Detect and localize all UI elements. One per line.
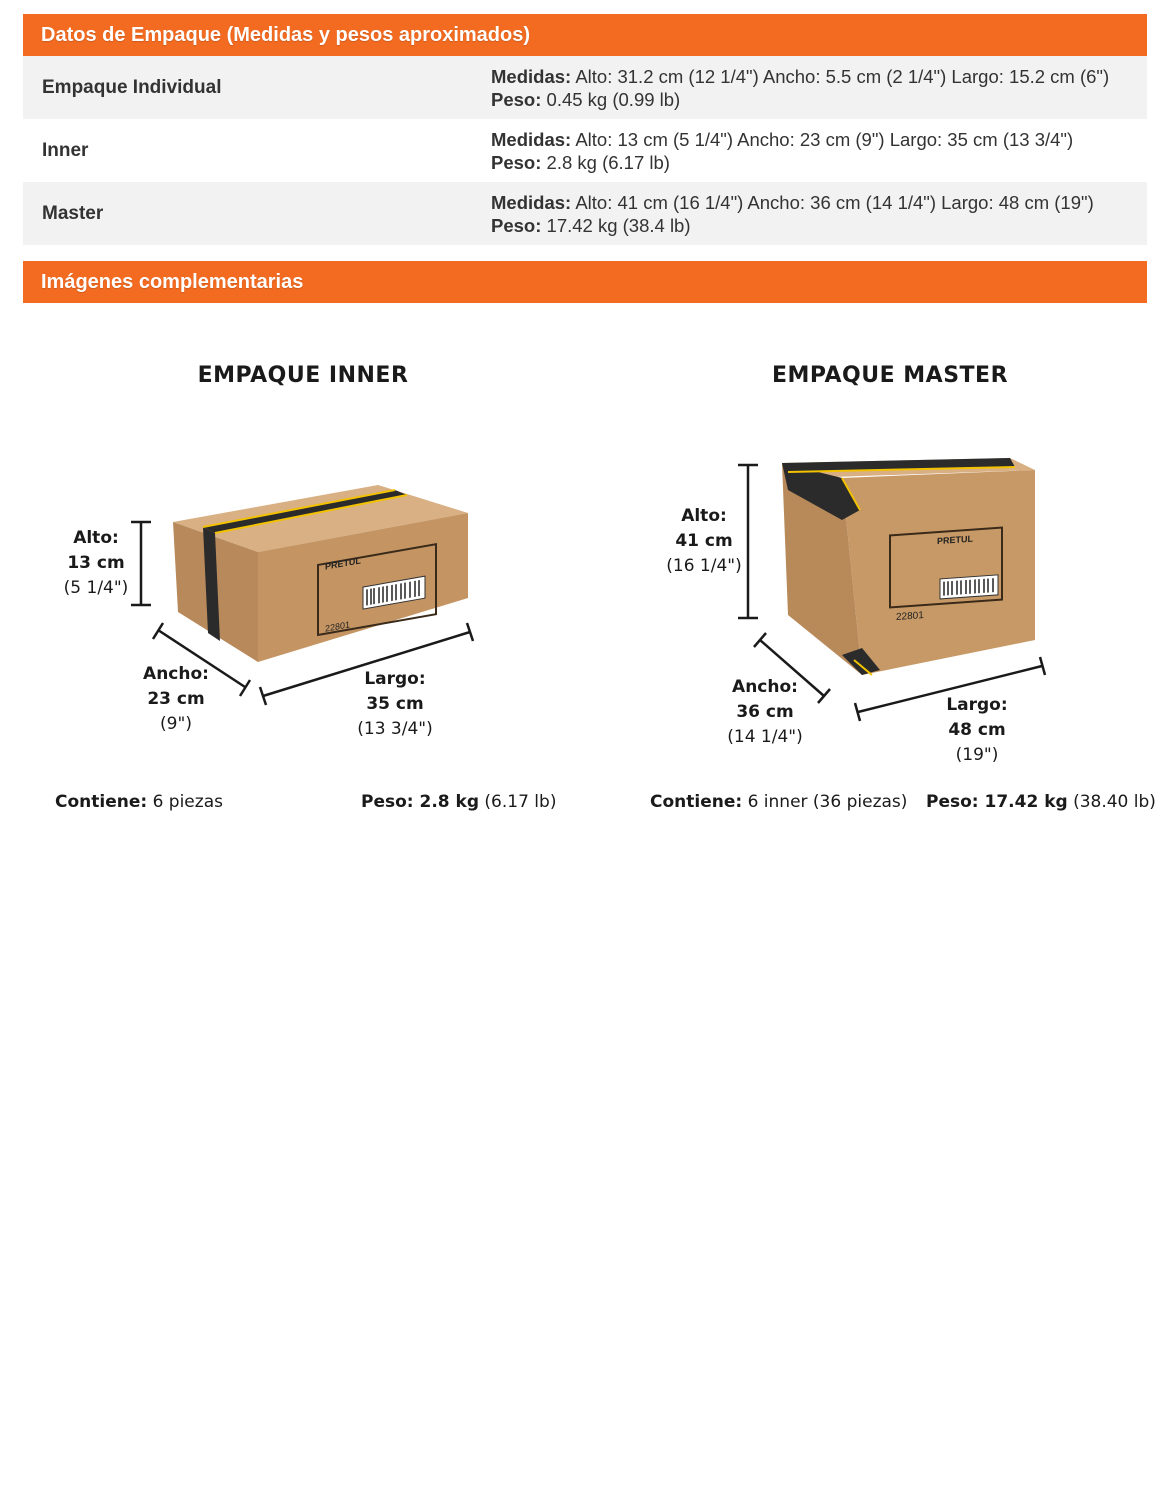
complementary-images-header: Imágenes complementarias <box>23 261 1147 303</box>
weight-label: Peso: <box>491 214 542 236</box>
table-row <box>23 182 1147 245</box>
box-code: 22801 <box>896 610 924 623</box>
packing-table <box>23 56 1147 245</box>
box-front-face <box>842 470 1035 675</box>
master-box-illustration <box>610 330 1170 830</box>
measures-value: Alto: 41 cm (16 1/4") Ancho: 36 cm (14 1/4") Largo: 48 cm (19") <box>575 191 1094 213</box>
master-contains: Contiene: 6 inner (36 piezas) <box>650 792 908 812</box>
master-weight: Peso: 17.42 kg (38.40 lb) <box>926 792 1156 812</box>
inner-contains: Contiene: 6 piezas <box>55 792 223 812</box>
inner-largo-annotation: Largo: 35 cm (13 3/4") <box>357 669 433 739</box>
row-name: Inner <box>42 139 89 161</box>
row-values <box>491 119 1073 182</box>
weight-value: 0.45 kg (0.99 lb) <box>546 88 681 110</box>
inner-ancho-annotation: Ancho: 23 cm (9") <box>143 664 209 734</box>
table-row <box>23 56 1147 119</box>
inner-title: EMPAQUE INNER <box>197 363 409 388</box>
measures-value: Alto: 31.2 cm (12 1/4") Ancho: 5.5 cm (2 1/4") Largo: 15.2 cm (6") <box>575 65 1110 87</box>
measures-label: Medidas: <box>491 128 572 150</box>
row-name: Empaque Individual <box>42 76 222 98</box>
measures-label: Medidas: <box>491 65 572 87</box>
table-row <box>23 119 1147 182</box>
row-values <box>491 182 1094 245</box>
weight-value: 2.8 kg (6.17 lb) <box>546 151 670 173</box>
box-brand: PRETUL <box>325 555 361 572</box>
box-code: 22801 <box>325 619 350 634</box>
row-values <box>491 56 1109 119</box>
weight-label: Peso: <box>491 88 542 110</box>
packing-data-header: Datos de Empaque (Medidas y pesos aproximados) <box>23 14 1147 56</box>
inner-weight: Peso: 2.8 kg (6.17 lb) <box>361 792 557 812</box>
measures-value: Alto: 13 cm (5 1/4") Ancho: 23 cm (9") Largo: 35 cm (13 3/4") <box>575 128 1074 150</box>
weight-value: 17.42 kg (38.4 lb) <box>546 214 691 236</box>
measures-label: Medidas: <box>491 191 572 213</box>
row-name: Master <box>42 202 104 224</box>
barcode-icon <box>940 575 998 599</box>
master-title: EMPAQUE MASTER <box>771 363 1009 388</box>
box-brand: PRETUL <box>937 533 973 547</box>
inner-alto-annotation: Alto: 13 cm (5 1/4") <box>63 528 129 598</box>
weight-label: Peso: <box>491 151 542 173</box>
master-largo-annotation: Largo: 48 cm (19") <box>946 695 1008 765</box>
inner-package-figure <box>23 330 583 830</box>
master-alto-annotation: Alto: 41 cm (16 1/4") <box>666 506 742 576</box>
master-package-figure <box>610 330 1170 830</box>
master-ancho-annotation: Ancho: 36 cm (14 1/4") <box>727 677 803 747</box>
